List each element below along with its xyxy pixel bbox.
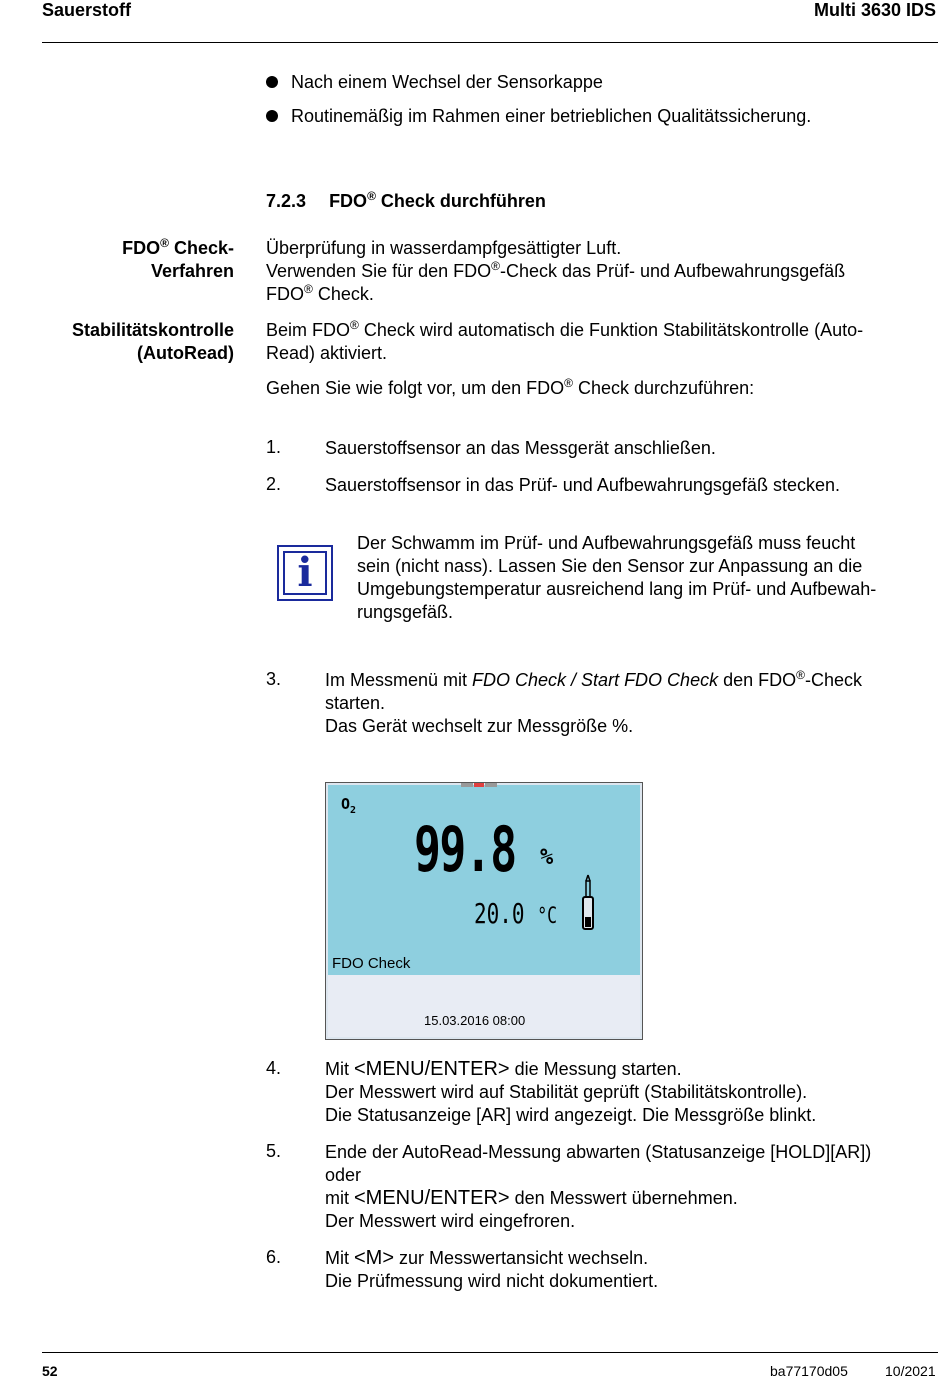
info-icon: i — [277, 545, 333, 601]
status-marker — [461, 783, 473, 787]
key-menu-enter: <MENU/ENTER> — [354, 1187, 510, 1209]
measured-value: 99.8 — [414, 813, 516, 886]
step-text: Mit <MENU/ENTER> die Messung starten. Der Messwert wird auf Stabilität geprüft (Stabilitätskontrolle). Die Statusanzeige [AR] wird angezeigt. Die Messgröße blinkt. — [325, 1058, 817, 1125]
section-heading — [266, 191, 546, 212]
bullet-text: Nach einem Wechsel der Sensorkappe — [291, 72, 603, 92]
footer-rule — [42, 1352, 938, 1353]
paragraph-intro: Überprüfung in wasserdampfgesättigter Luft. Verwenden Sie für den FDO®-Check das Prüf- und Aufbewahrungsgefäß FDO® Check. — [266, 238, 846, 304]
step-text: Im Messmenü mit FDO Check / Start FDO Check den FDO®-Check starten. Das Gerät wechselt zur Messgröße %. — [325, 668, 862, 736]
paragraph-autoread: Beim FDO® Check wird automatisch die Funktion Stabilitätskontrolle (Auto- Read) aktiviert. — [266, 318, 864, 363]
bullet-text: Routinemäßig im Rahmen einer betrieblichen Qualitätssicherung. — [291, 106, 812, 126]
step-text: Sauerstoffsensor in das Prüf- und Aufbewahrungsgefäß stecken. — [325, 475, 840, 495]
date-time: 15.03.2016 08:00 — [424, 1013, 526, 1028]
paragraph-instructions: Gehen Sie wie folgt vor, um den FDO® Check durchzuführen: — [266, 376, 755, 398]
bullet-item — [266, 71, 603, 94]
meter-display — [325, 782, 643, 1040]
step-number: 2. — [266, 474, 282, 494]
mode-label: FDO Check — [332, 955, 411, 972]
header-right: Multi 3630 IDS — [813, 0, 936, 20]
bullet-dot-icon — [266, 110, 278, 122]
step-text: Ende der AutoRead-Messung abwarten (Statusanzeige [HOLD][AR]) oder mit <MENU/ENTER> den Messwert übernehmen. Der Messwert wird eingefroren. — [325, 1142, 872, 1231]
section-title: FDO® Check durchführen — [329, 189, 546, 211]
doc-id: ba77170d05 — [770, 1363, 848, 1379]
header-left: Sauerstoff — [42, 0, 132, 20]
info-note-text: Der Schwamm im Prüf- und Aufbewahrungsgefäß muss feucht sein (nicht nass). Lassen Sie den Sensor zur Anpassung an die Umgebungstemperatur ausreichend lang im Prüf- und Aufbewah- rungsgefäß. — [357, 533, 877, 622]
status-marker-active — [474, 783, 484, 787]
bullet-dot-icon — [266, 76, 278, 88]
value-unit: % — [540, 845, 554, 870]
step-number: 1. — [266, 437, 282, 457]
side-label-autoread: Stabilitätskontrolle (AutoRead) — [71, 320, 234, 363]
parameter-label: $O_2$ — [341, 795, 357, 816]
step-number: 5. — [266, 1141, 282, 1161]
step-text: Mit <M> zur Messwertansicht wechseln. Die Prüfmessung wird nicht dokumentiert. — [325, 1247, 659, 1291]
bullet-item — [266, 105, 811, 128]
display-screen — [328, 785, 640, 975]
step-number: 4. — [266, 1058, 282, 1078]
key-menu-enter: <MENU/ENTER> — [354, 1058, 510, 1080]
side-label-procedure: FDO® Check- Verfahren — [122, 236, 234, 281]
header-rule — [42, 42, 938, 43]
doc-date: 10/2021 — [885, 1363, 936, 1379]
temperature-value: 20.0 °C — [474, 897, 558, 930]
step-text: Sauerstoffsensor an das Messgerät anschließen. — [325, 438, 716, 458]
step-number: 3. — [266, 669, 282, 689]
section-number: 7.2.3 — [266, 191, 307, 211]
page-number: 52 — [42, 1363, 58, 1379]
display-status-bar — [328, 975, 640, 1037]
sensor-probe-icon — [580, 873, 596, 933]
key-m: <M> — [354, 1247, 395, 1269]
step-number: 6. — [266, 1247, 282, 1267]
status-marker — [485, 783, 497, 787]
